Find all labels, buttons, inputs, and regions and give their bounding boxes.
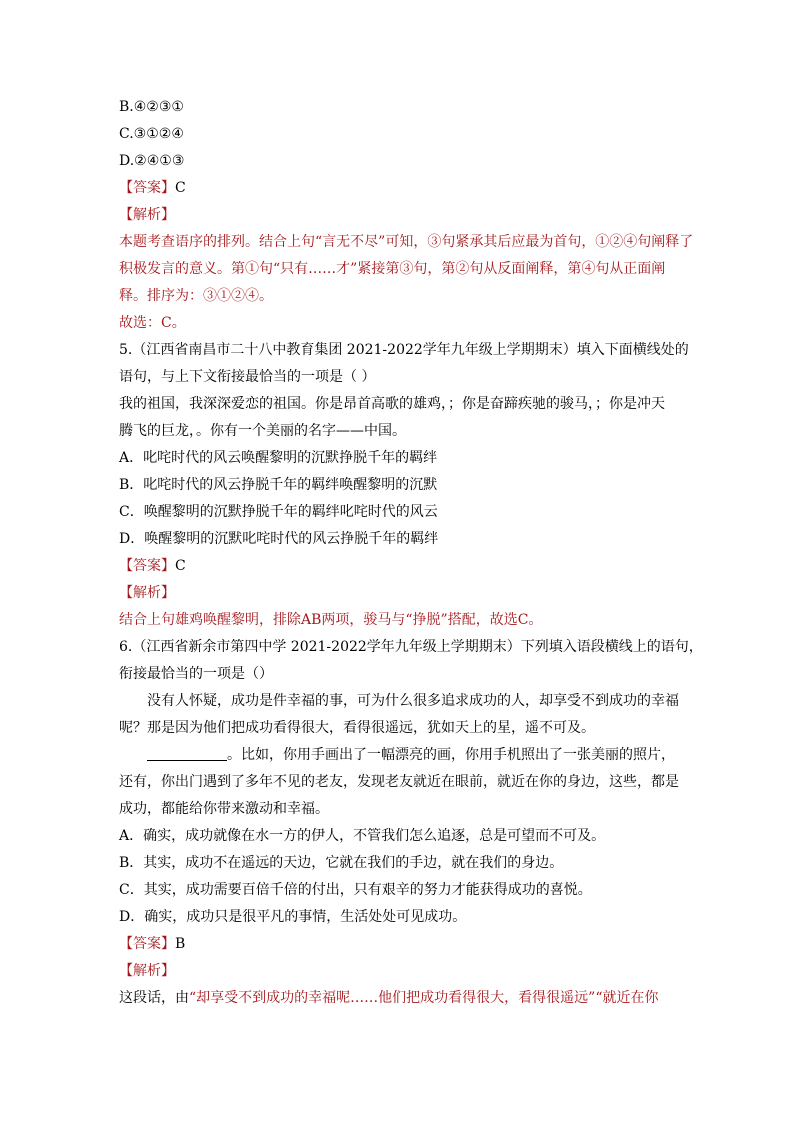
q5-analysis-line: 结合上句雄鸡唤醒黎明，排除AB两项，骏马与“挣脱”搭配，故选C。	[119, 612, 543, 628]
q4-analysis-line: 释。排序为：③①②④。	[119, 288, 273, 304]
q6-passage-line-with-blank	[119, 742, 679, 769]
q4-analysis-line: 积极发言的意义。第①句“只有……才”紧接第③句，第②句从反面阐释，第④句从正面阐	[119, 261, 666, 277]
answer-label: 【答案】	[119, 936, 175, 952]
q4-analysis-line: 本题考查语序的排列。结合上句“言无不尽”可知，③句紧承其后应最为首句，①②④句阐释了	[119, 234, 694, 250]
q6-option-d: D．确实，成功只是很平凡的事情，生活处处可见成功。	[119, 909, 467, 925]
q6-stem-line: 6.（江西省新余市第四中学 2021-2022学年九年级上学期期末）下列填入语段横线上的语句，	[119, 639, 703, 655]
q5-option-c: C．唤醒黎明的沉默挣脱千年的羁绊叱咤时代的风云	[119, 504, 438, 520]
q6-option-a: A．确实，成功就像在水一方的伊人，不管我们怎么追逐，总是可望而不可及。	[119, 828, 606, 844]
q5-passage-line: 我的祖国，我深深爱恋的祖国。你是昂首高歌的雄鸡，；你是奋蹄疾驰的骏马，；你是冲天	[119, 396, 665, 412]
q5-option-a: A．叱咤时代的风云唤醒黎明的沉默挣脱千年的羁绊	[119, 450, 438, 466]
q6-passage-line: 成功，都能给你带来激动和幸福。	[119, 801, 329, 817]
q6-passage-after-blank: 。比如，你用手画出了一幅漂亮的画，你用手机照出了一张美丽的照片，	[227, 747, 675, 763]
answer-label: 【答案】	[119, 558, 175, 574]
answer-label: 【答案】	[119, 180, 175, 196]
q4-option-b: B.④②③①	[119, 99, 184, 115]
q5-option-d: D．唤醒黎明的沉默叱咤时代的风云挣脱千年的羁绊	[119, 531, 439, 547]
q6-option-b: B．其实，成功不在遥远的天边，它就在我们的手边，就在我们的身边。	[119, 855, 564, 871]
q5-passage-line: 腾飞的巨龙，。你有一个美丽的名字——中国。	[119, 423, 406, 439]
q4-option-c: C.③①②④	[119, 126, 184, 142]
q4-conclusion: 故选：C。	[119, 315, 186, 331]
q5-answer	[119, 553, 679, 580]
q4-option-d: D.②④①③	[119, 153, 185, 169]
q6-analysis-quote: “却享受不到成功的幸福呢……他们把成功看得很大，看得很遥远”“就近在你	[189, 990, 659, 1006]
q6-answer	[119, 931, 679, 958]
q5-analysis-label: 【解析】	[119, 585, 175, 601]
answer-value: C	[175, 558, 186, 574]
answer-value: B	[175, 936, 186, 952]
q6-analysis-line	[119, 985, 679, 1012]
q6-analysis-prefix: 这段话，由	[119, 990, 189, 1006]
q4-answer	[119, 175, 679, 202]
q5-stem-line: 语句，与上下文衔接最恰当的一项是（ ）	[119, 369, 376, 385]
q5-option-b: B．叱咤时代的风云挣脱千年的羁绊唤醒黎明的沉默	[119, 477, 438, 493]
q6-stem-line: 衔接最恰当的一项是（）	[119, 666, 273, 682]
q4-analysis-label: 【解析】	[119, 207, 175, 223]
q5-stem-line: 5.（江西省南昌市二十八中教育集团 2021-2022学年九年级上学期期末）填入下面横线处的	[119, 342, 689, 358]
q6-passage-line: 没有人怀疑，成功是件幸福的事，可为什么很多追求成功的人，却享受不到成功的幸福	[147, 693, 679, 709]
q6-option-c: C．其实，成功需要百倍千倍的付出，只有艰辛的努力才能获得成功的喜悦。	[119, 882, 592, 898]
q6-analysis-label: 【解析】	[119, 963, 175, 979]
fill-in-blank	[147, 744, 227, 761]
q6-passage-line: 还有，你出门遇到了多年不见的老友，发现老友就近在眼前，就近在你的身边，这些，都是	[119, 774, 679, 790]
document-page	[119, 94, 703, 1012]
answer-value: C	[175, 180, 186, 196]
q6-passage-line: 呢？那是因为他们把成功看得很大，看得很遥远，犹如天上的星，遥不可及。	[119, 720, 595, 736]
